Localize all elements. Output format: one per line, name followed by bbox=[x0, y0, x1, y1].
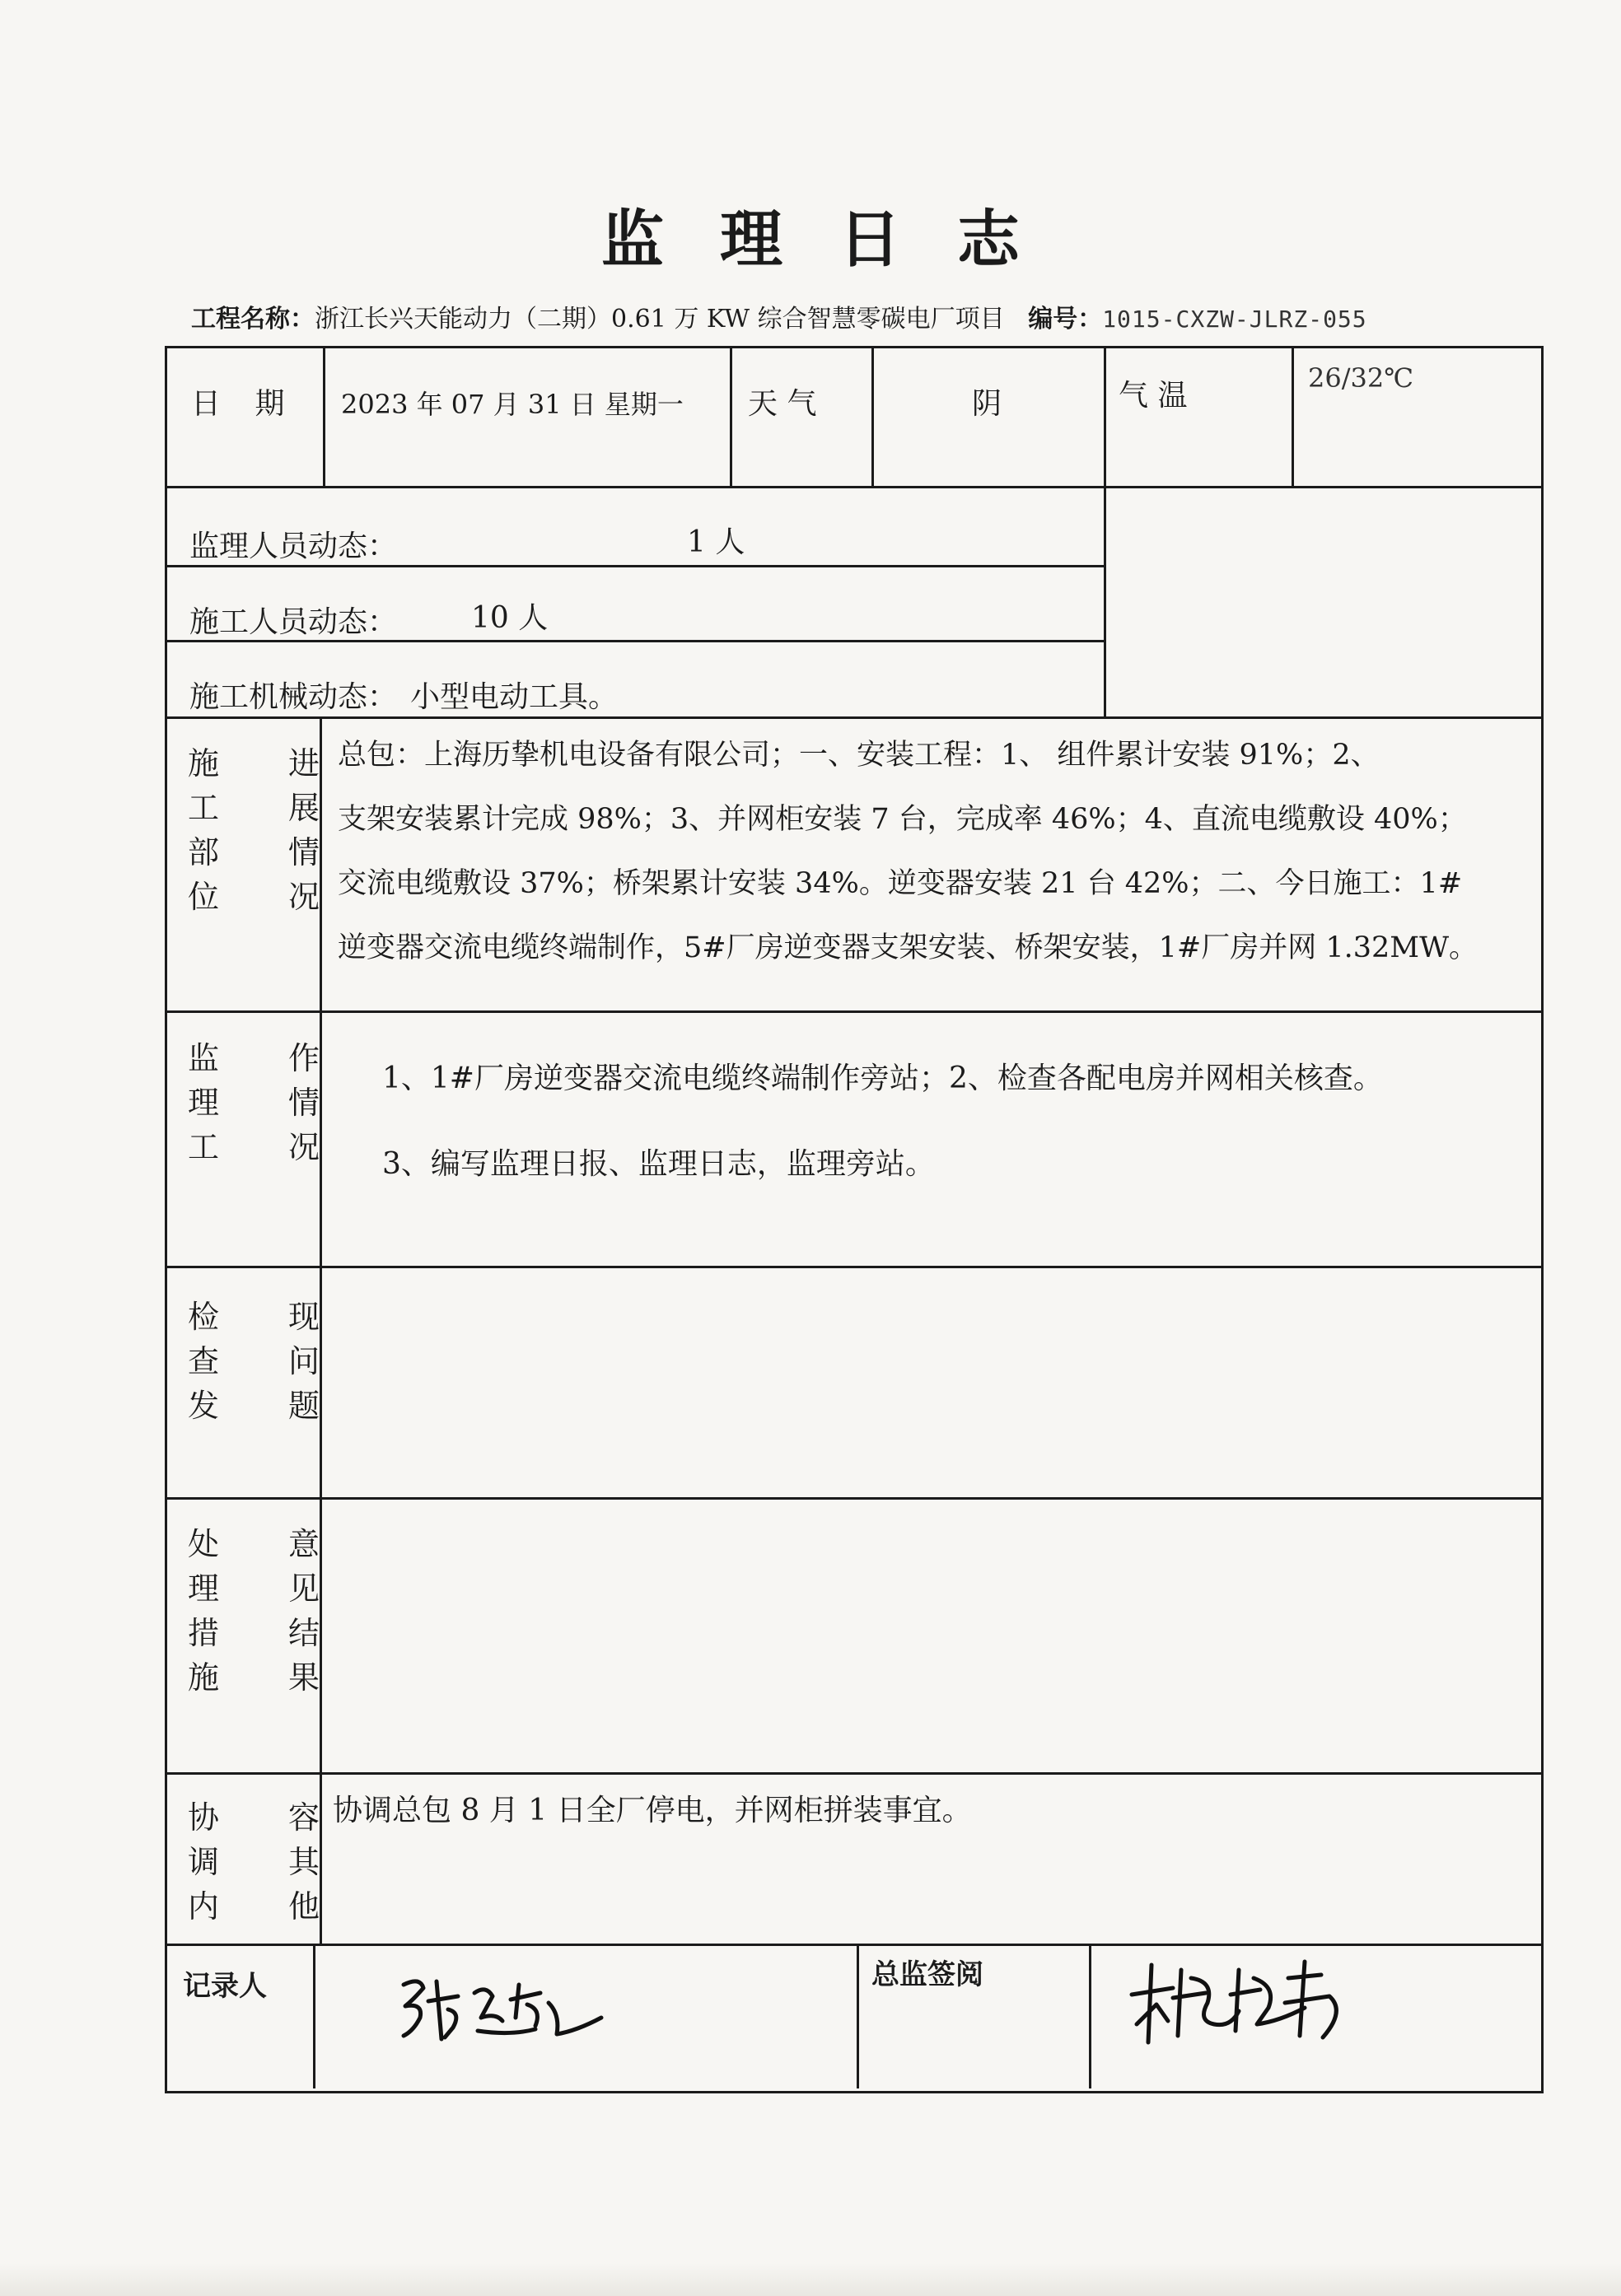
supervisor-count: 1 人 bbox=[687, 525, 745, 559]
chief-signature bbox=[1115, 1945, 1362, 2060]
progress-line: 支架安装累计完成 98%；3、并网柜安装 7 台，完成率 46%；4、直流电缆敷设 40%； bbox=[338, 803, 1467, 836]
doc-code: 1015-CXZW-JLRZ-055 bbox=[1102, 306, 1367, 333]
progress-label: 施 工 部 位 进 展 情 况 bbox=[188, 745, 320, 915]
col-divider bbox=[323, 346, 325, 486]
progress-line: 交流电缆敷设 37%；桥架累计安装 34%。逆变器安装 21 台 42%；二、今日施工：1# bbox=[338, 867, 1463, 900]
progress-content bbox=[338, 723, 1532, 980]
recorder-signature bbox=[395, 1960, 610, 2059]
weather-value: 阴 bbox=[972, 387, 1002, 421]
row-divider bbox=[165, 1010, 1541, 1013]
worker-count: 10 人 bbox=[471, 601, 549, 635]
progress-line: 逆变器交流电缆终端制作，5#厂房逆变器支架安装、桥架安装，1#厂房并网 1.32MW。 bbox=[338, 931, 1479, 964]
machinery-label: 施工机械动态： bbox=[189, 680, 398, 714]
title-char: 志 bbox=[957, 203, 1020, 276]
col-divider bbox=[871, 346, 874, 486]
document-title bbox=[0, 189, 1621, 279]
project-name-label: 工程名称： bbox=[191, 305, 315, 334]
date-label: 日 期 bbox=[191, 387, 285, 421]
row-divider bbox=[165, 1266, 1541, 1268]
supervision-line: 1、1#厂房逆变器交流电缆终端制作旁站；2、检查各配电房并网相关核查。 bbox=[382, 1062, 1383, 1095]
row-divider bbox=[165, 1772, 1541, 1775]
col-divider bbox=[730, 346, 732, 486]
col-divider bbox=[1089, 1944, 1091, 2088]
machinery-value: 小型电动工具。 bbox=[410, 680, 619, 714]
handling-label: 处 理 措 施 意 见 结 果 bbox=[188, 1526, 320, 1696]
coordination-label: 协 调 内 容 其 他 bbox=[188, 1799, 320, 1925]
row-divider bbox=[165, 486, 1541, 488]
supervisor-label: 监理人员动态： bbox=[189, 530, 398, 563]
title-char: 监 bbox=[601, 203, 664, 276]
col-divider bbox=[320, 716, 322, 1944]
issues-label: 检 查 发 现 问 题 bbox=[188, 1299, 320, 1424]
date-value: 2023 年 07 月 31 日 星期一 bbox=[341, 389, 684, 420]
chief-label: 总监签阅 bbox=[871, 1958, 983, 1991]
project-name: 浙江长兴天能动力（二期）0.61 万 KW 综合智慧零碳电厂项目 bbox=[315, 305, 1005, 334]
supervision-content bbox=[382, 1036, 1519, 1207]
row-divider bbox=[165, 1497, 1541, 1500]
row-divider bbox=[165, 565, 1104, 567]
coordination-content: 协调总包 8 月 1 日全厂停电，并网柜拼装事宜。 bbox=[333, 1794, 972, 1827]
title-char: 日 bbox=[839, 203, 901, 276]
col-divider bbox=[313, 1944, 315, 2088]
worker-label: 施工人员动态： bbox=[189, 605, 398, 639]
col-divider bbox=[857, 1944, 859, 2088]
col-divider bbox=[1292, 346, 1294, 486]
supervision-line: 3、编写监理日报、监理日志，监理旁站。 bbox=[382, 1147, 935, 1181]
doc-code-label: 编号： bbox=[1028, 305, 1103, 334]
recorder-label: 记录人 bbox=[183, 1970, 267, 2003]
col-divider bbox=[1104, 346, 1106, 716]
temperature-label: 气 温 bbox=[1119, 379, 1188, 413]
project-header bbox=[191, 298, 1367, 334]
title-char: 理 bbox=[720, 203, 782, 276]
temperature-value: 26/32℃ bbox=[1308, 362, 1414, 394]
weather-label: 天 气 bbox=[748, 387, 817, 421]
scan-edge bbox=[0, 2263, 1621, 2296]
progress-line: 总包：上海历挚机电设备有限公司；一、安装工程：1、 组件累计安装 91%；2、 bbox=[338, 739, 1380, 772]
row-divider bbox=[165, 716, 1541, 719]
supervision-label: 监 理 工 作 情 况 bbox=[188, 1040, 320, 1165]
